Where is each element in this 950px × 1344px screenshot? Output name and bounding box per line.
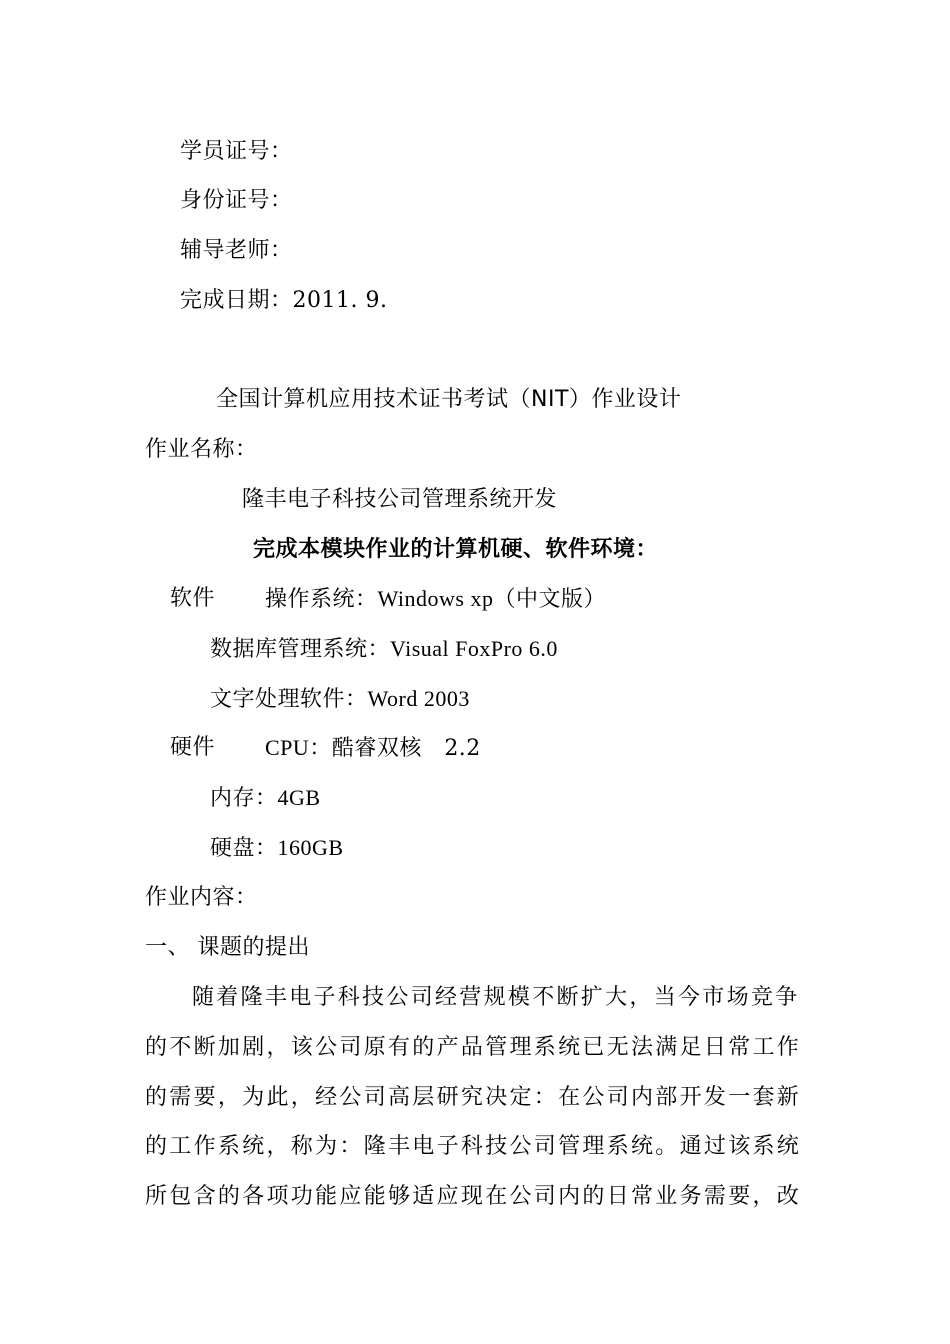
memory-row	[210, 783, 321, 814]
dbms-value: Visual FoxPro 6.0	[390, 636, 558, 661]
student-id-field: 学员证号：	[180, 139, 293, 164]
content-label: 作业内容：	[145, 885, 258, 910]
tutor-field: 辅导老师：	[180, 238, 293, 263]
body-line: 的工作系统，称为：隆丰电子科技公司管理系统。通过该系统	[145, 1134, 802, 1159]
disk-row	[210, 833, 344, 864]
dbms-row	[210, 634, 558, 665]
section-heading: 一、 课题的提出	[145, 935, 310, 960]
body-line: 所包含的各项功能应能够适应现在公司内的日常业务需要，改	[145, 1184, 802, 1209]
body-line: 的需要，为此，经公司高层研究决定：在公司内部开发一套新	[145, 1085, 802, 1110]
body-line: 随着隆丰电子科技公司经营规模不断扩大，当今市场竞争	[192, 985, 800, 1010]
cpu-label: CPU：	[265, 735, 332, 760]
software-label: 软件	[170, 586, 216, 611]
document-title: 全国计算机应用技术证书考试（NIT）作业设计	[216, 387, 682, 412]
assignment-name-label: 作业名称：	[145, 437, 258, 462]
body-line: 的不断加剧，该公司原有的产品管理系统已无法满足日常工作	[145, 1035, 802, 1060]
disk-value: 160GB	[277, 835, 344, 860]
assignment-name: 隆丰电子科技公司管理系统开发	[242, 487, 558, 512]
word-processor-row	[210, 684, 470, 715]
completion-date-field: 完成日期：2011. 9.	[180, 288, 388, 313]
word-processor-label: 文字处理软件：	[210, 687, 368, 712]
memory-label: 内存：	[210, 786, 278, 811]
memory-value: 4GB	[277, 785, 321, 810]
os-row	[265, 584, 606, 615]
word-processor-value: Word 2003	[367, 686, 470, 711]
disk-label: 硬盘：	[210, 836, 278, 861]
id-card-field: 身份证号：	[180, 188, 293, 213]
os-label: 操作系统：	[265, 587, 378, 612]
cpu-row	[265, 733, 481, 764]
dbms-label: 数据库管理系统：	[210, 637, 391, 662]
hardware-label: 硬件	[170, 735, 216, 760]
cpu-value: 酷睿双核 2.2	[331, 736, 481, 761]
os-value: Windows xp（中文版）	[377, 586, 606, 611]
environment-heading: 完成本模块作业的计算机硬、软件环境：	[253, 537, 659, 562]
